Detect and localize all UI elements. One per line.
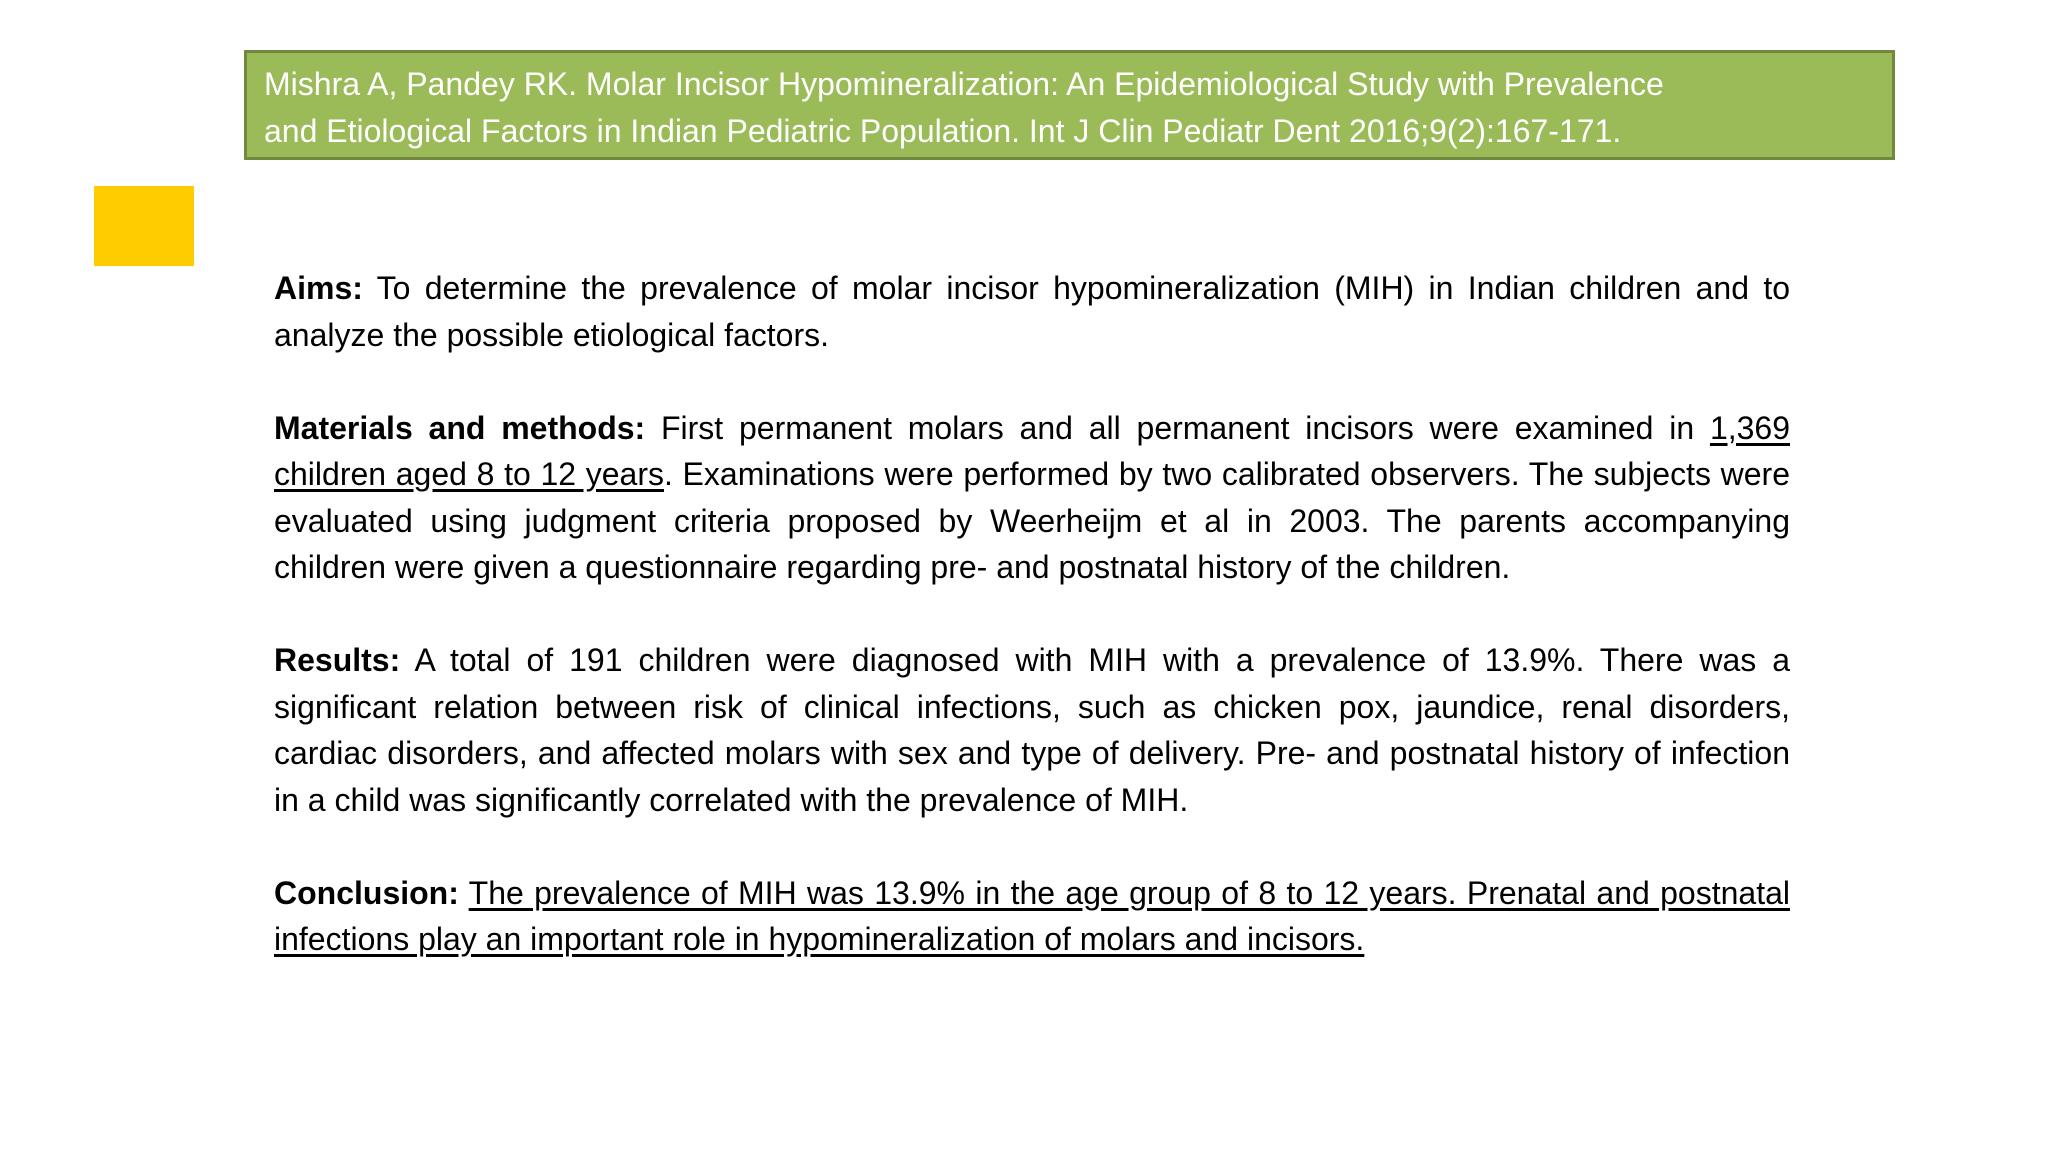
- accent-square: [94, 186, 194, 266]
- results-label: Results:: [274, 642, 401, 678]
- citation-box: [244, 50, 1895, 160]
- citation-line-2: and Etiological Factors in Indian Pediatric Population. Int J Clin Pediatr Dent 2016;9(2):167-171.: [264, 113, 1622, 149]
- methods-text-before: First permanent molars and all permanent incisors were examined in: [645, 409, 1710, 446]
- results-text: A total of 191 children were diagnosed with MIH with a prevalence of 13.9%. There was a significant relation between risk of clinical infections, such as chicken pox, jaundice, renal disorders, cardiac disorders, and affected molars with sex and type of delivery. Pre- and postnatal history of infection in a child was significantly correlated with the prevalence of MIH.: [274, 642, 1790, 818]
- methods-text-after: . Examinations were performed by two calibrated observers. The subjects were evaluated using judgment criteria proposed by Weerheijm et al in 2003. The parents accompanying children were given a questionnaire regarding pre- and postnatal history of the children.: [274, 456, 1791, 585]
- conclusion-text-underlined: The prevalence of MIH was 13.9% in the age group of 8 to 12 years. Prenatal and postnatal infections play an important role in hypomineralization of molars and incisors.: [274, 874, 1791, 957]
- methods-sample-underlined: 1,369 children aged 8 to 12 years: [274, 409, 1791, 492]
- methods-label: Materials and methods:: [274, 409, 646, 446]
- conclusion-section: [274, 870, 1790, 963]
- aims-label: Aims:: [274, 270, 363, 306]
- citation-line-1: Mishra A, Pandey RK. Molar Incisor Hypomineralization: An Epidemiological Study with Prevalence: [264, 66, 1664, 102]
- results-section: [274, 637, 1790, 823]
- methods-section: [274, 405, 1790, 591]
- abstract: [274, 265, 1790, 1009]
- conclusion-label: Conclusion:: [274, 874, 459, 911]
- aims-text: To determine the prevalence of molar incisor hypomineralization (MIH) in Indian children and to analyze the possible etiological factors.: [274, 270, 1790, 353]
- aims-section: [274, 265, 1790, 358]
